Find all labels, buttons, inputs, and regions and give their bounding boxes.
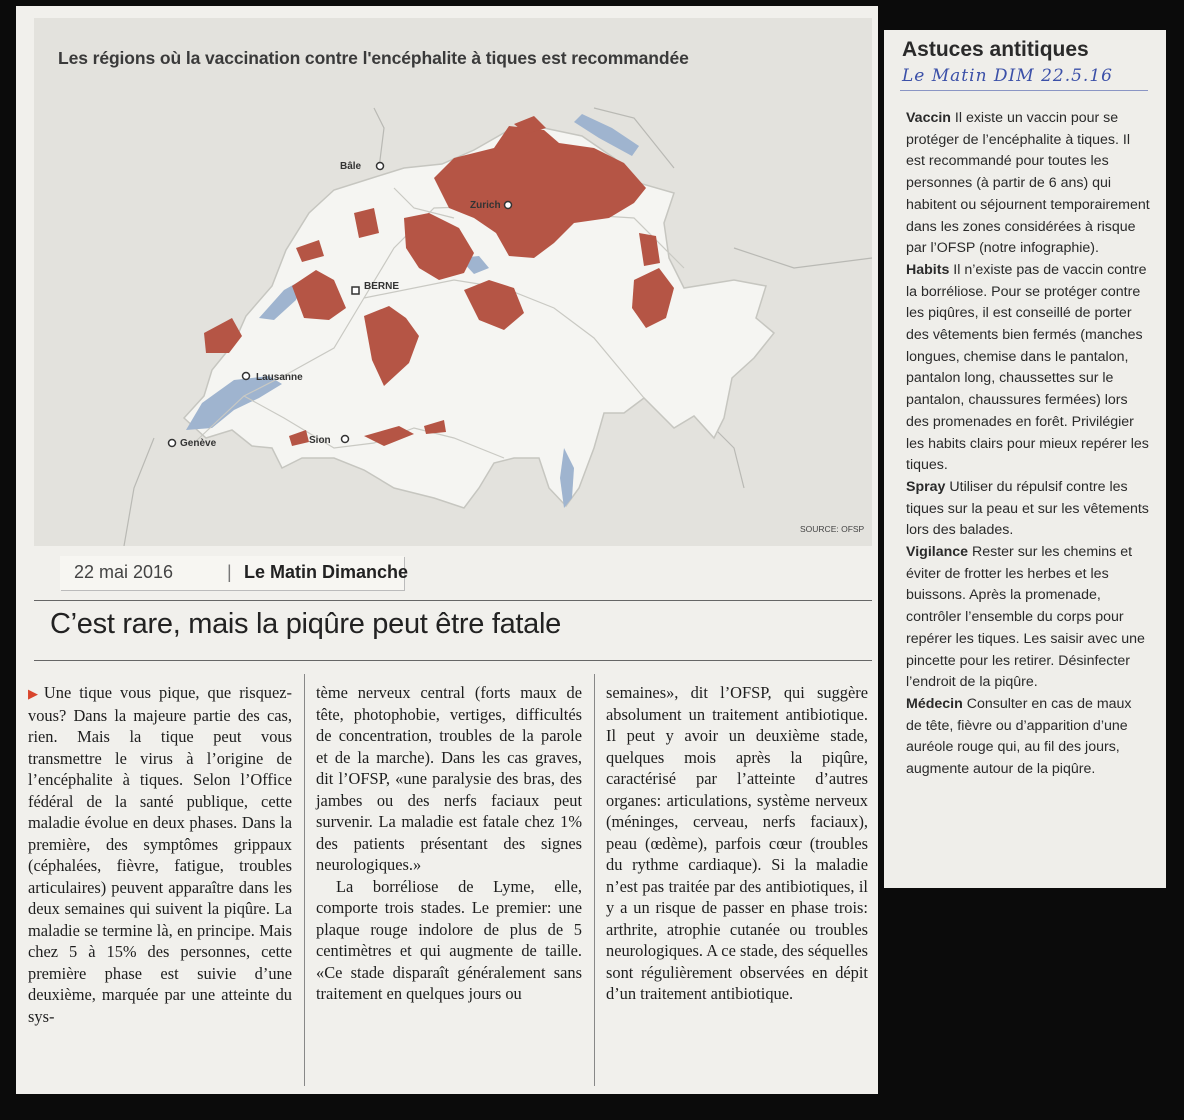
article-headline: C’est rare, mais la piqûre peut être fatale [50, 608, 561, 640]
tip-keyword: Vaccin [906, 110, 951, 126]
tip-text: Utiliser du répulsif contre les tiques sur la peau et sur les vêtements lors des balades. [906, 478, 1149, 539]
city-marker-bale [377, 163, 384, 170]
article-clipping [16, 6, 878, 1094]
tip-item [906, 694, 1150, 781]
article-paragraph: semaines», dit l’OFSP, qui suggère absolument un traitement antibiotique. Il peut y avoir un deuxième stade, quelques mois après la piqûre, caractérisé par l’atteinte d’autres organes: articulations, système nerveux (méninges, cerveau, nerfs faciaux), peau (œdème), parfois cœur (troubles du rythme cardiaque). Si la maladie n’est pas traitée par des antibiotiques, il y a un risque de passer en phase trois: arthrite, atrophie cutanée ou troubles neurologiques. A ce stade, des séquelles sont régulièrement observées en dépit d’un traitement antibiotique. [606, 683, 868, 1003]
city-label-geneve: Genève [180, 438, 217, 449]
tip-text: Consulter en cas de maux de tête, fièvre ou d’apparition d’une auréole rouge qui, au fil des jours, augmente autour de la piqûre. [906, 695, 1132, 778]
column-divider [304, 674, 305, 1086]
sidebar-clipping [884, 30, 1166, 888]
city-marker-berne [352, 287, 359, 294]
dateline [60, 556, 409, 590]
city-label-sion: Sion [309, 435, 331, 446]
switzerland-map [34, 18, 872, 546]
tip-text: Il n’existe pas de vaccin contre la borréliose. Pour se protéger contre les piqûres, il est conseillé de porter des vêtements bien fermés (manches longues, chemise dans le pantalon, pantalon long, chaussettes sur le pantalon, chaussures fermées) lors des promenades en forêt. Privilégier les habits clairs pour mieux repérer les tiques. [906, 261, 1149, 474]
article-paragraph: tème nerveux central (forts maux de tête, photophobie, vertiges, difficultés de concentration, troubles de la parole et de la marche). Dans les cas graves, dit l’OFSP, «une paralysie des bras, des jambes ou des nerfs faciaux peut survenir. La maladie est fatale chez 1% des patients présentant des signes neurologiques.» [316, 683, 582, 874]
article-column-2 [316, 682, 582, 1005]
column-divider [594, 674, 595, 1086]
tip-text: Il existe un vaccin pour se protéger de l’encéphalite à tiques. Il est recommandé pour toutes les personnes (à partir de 6 ans) qui habitent ou séjournent temporairement dans les zones considérées à risque par l’OFSP (notre infographie). [906, 110, 1150, 257]
city-label-lausanne: Lausanne [256, 372, 303, 383]
tip-text: Rester sur les chemins et éviter de frotter les herbes et les buissons. Après la promenade, contrôler l’ensemble du corps pour repérer les tiques. Les saisir avec une pincette pour les retirer. Désinfecter l’endroit de la piqûre. [906, 544, 1145, 691]
sidebar-title: Astuces antitiques [902, 38, 1089, 61]
article-column-1 [28, 682, 292, 1027]
sidebar-body [906, 108, 1150, 781]
city-marker-lausanne [243, 373, 250, 380]
tip-item [906, 477, 1150, 542]
city-marker-sion [342, 436, 349, 443]
map-title: Les régions où la vaccination contre l'encéphalite à tiques est recommandée [58, 48, 689, 68]
tip-item [906, 542, 1150, 694]
divider [34, 660, 872, 661]
tip-keyword: Médecin [906, 695, 963, 712]
city-label-berne: BERNE [364, 281, 400, 292]
tip-keyword: Habits [906, 261, 950, 278]
city-marker-geneve [169, 440, 176, 447]
divider [34, 600, 872, 601]
tip-keyword: Vigilance [906, 544, 969, 561]
handwritten-underline [900, 90, 1148, 91]
city-label-bale: Bâle [340, 161, 362, 172]
tip-item [906, 260, 1150, 477]
publication-date: 22 mai 2016 [74, 562, 174, 582]
newspaper-name: Le Matin Dimanche [244, 562, 409, 582]
handwritten-note: Le Matin DIM 22.5.16 [902, 66, 1113, 86]
city-label-zurich: Zurich [470, 200, 501, 211]
map-source: SOURCE: OFSP [800, 524, 865, 534]
map-infographic [34, 18, 872, 546]
dateline-separator: | [227, 562, 232, 582]
article-paragraph: Une tique vous pique, que risquez-vous? Dans la majeure partie des cas, rien. Mais la tique peut vous transmettre le virus à l’origine de l’encéphalite à tiques. Selon l’Office fédéral de la santé publique, cette maladie évolue en deux phases. Dans la première, des symptômes grippaux (céphalées, fièvre, fatigue, troubles articulaires) peuvent apparaître dans les deux semaines qui suivent la piqûre. La maladie se termine là, en principe. Mais chez 5 à 15% des personnes, cette première phase est suivie d’une deuxième, marquée par une atteinte du sys- [28, 683, 292, 1026]
tip-keyword: Spray [906, 478, 946, 495]
bullet-arrow-icon: ▶ [28, 686, 42, 701]
tip-item [906, 108, 1150, 260]
article-paragraph: La borréliose de Lyme, elle, comporte trois stades. Le premier: une plaque rouge indolore de plus de 5 centimètres et qui augmente de taille. «Ce stade disparaît généralement sans traitement en quelques jours ou [316, 876, 582, 1003]
city-marker-zurich [505, 202, 512, 209]
article-column-3 [606, 682, 868, 1005]
